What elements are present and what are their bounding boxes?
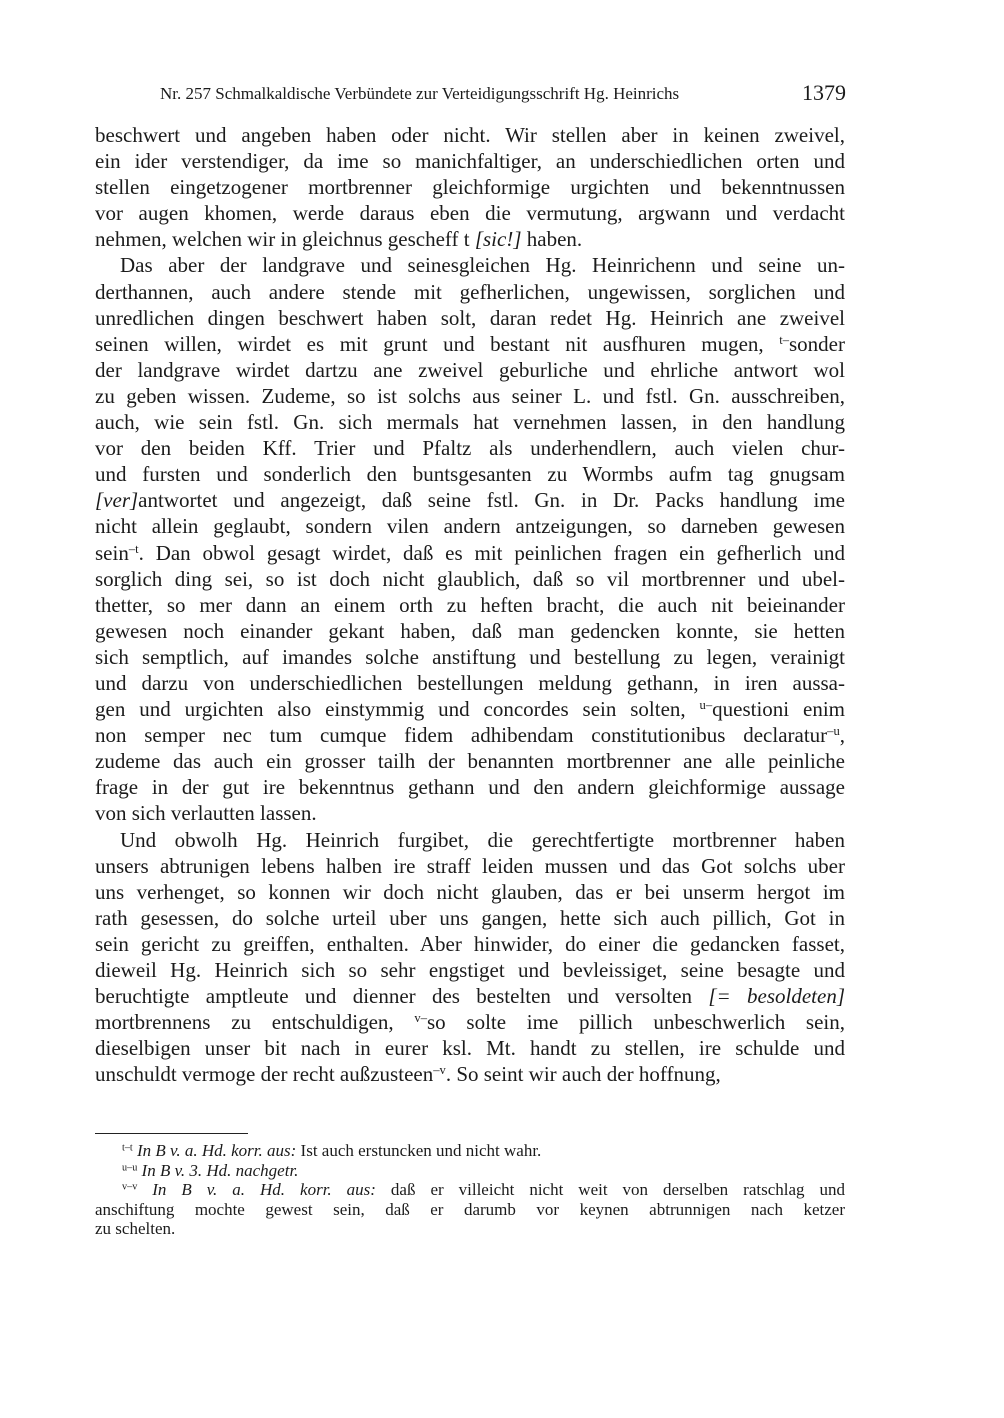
text-line [95,331,845,357]
text-segment: so solte ime pillich unbeschwerlich sein, [426,1010,845,1035]
text-line: frage in der gut ire bekenntnus gethann und den andern gleichformige aussage [95,775,845,800]
text-line: uns verhenget, so konnen wir doch nicht glauben, das er bei unserm hergot im [95,879,845,904]
text-line: unsers abtrunigen lebens halben ire straff leiden mussen und das Got solchs uber [95,853,845,878]
text-line [95,1009,845,1035]
text-line: sorglich ding sei, so ist doch nicht glaublich, daß so vil mortbrenner und ubel- [95,566,845,591]
text-line: stellen eingetzogener mortbrenner gleichformige urgichten und bekenntnussen [95,175,845,200]
footnote-text: daß er villeicht nicht weit von derselben ratschlag und [390,1180,845,1199]
text-line: Und obwolh Hg. Heinrich furgibet, die gerechtfertigte mortbrenner haben [120,827,845,852]
text-segment: nehmen, welchen wir in gleichnus gescheff t [95,227,475,252]
text-segment: mortbrennens zu entschuldigen, [95,1010,415,1035]
footnote-marker: t–t [122,1142,133,1154]
text-segment: questioni enim [712,697,845,722]
text-line: derthannen, auch andere stende mit gefherlichen, ungewissen, sorglichen und [95,279,845,304]
editorial-note: [ver] [95,488,139,513]
footnote-label: In B v. 3. Hd. nachgetr. [141,1160,299,1180]
footnote-divider [95,1133,248,1134]
text-line: rath gesessen, do solche urteil uber uns gangen, hette sich auch pillich, Got in [95,905,845,930]
variant-marker: v– [414,1011,427,1026]
text-segment: sonder [789,331,845,356]
footnote-line [95,1161,845,1181]
text-line: dieselbigen unser bit nach in eurer ksl. Mt. handt zu stellen, ire schulde und [95,1036,845,1061]
text-line [95,696,845,722]
text-line: auch, wie sein fstl. Gn. sich mermals hat vernehmen lassen, in den handlung [95,410,845,435]
text-segment: . Dan obwol gesagt wirdet, daß es mit peinlichen fragen ein gefherlich und [138,540,845,565]
footnote-text: Ist auch erstuncken und nicht wahr. [300,1141,542,1160]
text-line: dieweil Hg. Heinrich sich so sehr engstiget und bevleissiget, seine besagte und [95,958,845,982]
editorial-note: [= besoldeten] [708,984,845,1009]
text-line: thetter, so mer dann an einem orth zu heften bracht, die auch nit beieinander [95,592,845,617]
text-line: sein gericht zu greiffen, enthalten. Aber hinwider, do einer die gedancken fasset, [95,931,845,956]
text-line [95,1061,845,1087]
text-segment: , [839,723,845,748]
text-line: unredlichen dingen beschwert haben solt, daran redet Hg. Heinrich ane zweivel [95,305,845,330]
text-line [95,487,845,513]
text-line: von sich verlautten lassen. [95,801,317,826]
text-line: und fursten und sonderlich den buntsgesanten zu Wormbs aufm tag gnugsam [95,462,845,487]
footnote-line [95,1200,845,1220]
text-line: beschwert und angeben haben oder nicht. Wir stellen aber in keinen zweivel, [95,123,845,147]
text-line: der landgrave wirdet dartzu ane zweivel geburliche und ehrliche antwort wol [95,357,845,382]
editorial-note: [sic!] [474,227,522,252]
text-segment: haben. [521,227,583,252]
text-line: gewesen noch einander gekant haben, daß man gedencken konnte, sie hetten [95,618,845,643]
text-segment: antwortet und angezeigt, daß seine fstl. Gn. in Dr. Packs handlung ime [138,488,845,513]
text-segment: . So seint wir auch der hoffnung, [445,1062,721,1087]
main-text [95,122,845,1087]
variant-marker: –u [827,724,840,739]
page-number: 1379 [802,80,846,105]
text-line: nicht allein geglaubt, sondern vilen andern antzeigungen, so darneben gewesen [95,514,845,539]
footnote-marker: v–v [122,1181,138,1193]
text-line [95,983,845,1009]
footnote-line [95,1180,845,1200]
variant-marker: –t [128,541,139,556]
variant-marker: u– [699,698,713,713]
text-line: zu geben wissen. Zudeme, so ist solchs aus seiner L. und fstl. Gn. ausschreiben, [95,383,845,408]
text-segment: unschuldt vermoge der recht außzusteen [95,1062,434,1087]
text-line [95,226,845,252]
text-segment: seinen willen, wirdet es mit grunt und bestant nit ausfhuren mugen, [95,331,780,356]
running-title: Nr. 257 Schmalkaldische Verbündete zur Verteidigungsschrift Hg. Heinrichs [160,84,680,103]
text-segment: non semper nec tum cumque fidem adhibendam constitutionibus declaratur [95,723,828,748]
text-line: ein ider verstendiger, da ime so manichfaltiger, an underschiedlichen orten und [95,149,845,174]
text-line: und darzu von underschiedlichen bestellungen meldung gethann, in iren aussa- [95,670,845,695]
text-line: vor augen khomen, werde daraus eben die vermutung, argwann und verdacht [95,201,845,226]
footnote-marker: u–u [122,1161,138,1173]
text-line: Das aber der landgrave und seinesgleichen Hg. Heinrichenn und seine un- [120,253,845,278]
text-segment: beruchtigte amptleute und dienner des bestelten und versolten [95,984,709,1009]
text-line: zudeme das auch ein grosser tailh der benannten mortbrenner ane alle peinliche [95,749,845,774]
text-segment: gen und urgichten also einstymmig und concordes sein solten, [95,697,700,722]
footnote-text: zu schelten. [95,1219,176,1238]
text-line: sich semptlich, auf imandes solche anstiftung und bestellung zu legen, verainigt [95,644,845,669]
variant-marker: t– [779,332,789,347]
text-line: vor den beiden Kff. Trier und Pfaltz als underhendlern, auch vielen chur- [95,436,845,461]
footnote-label: In B v. a. Hd. korr. aus: [137,1141,297,1160]
footnote-label: In B v. a. Hd. korr. aus: [152,1180,376,1199]
text-line [95,722,845,748]
text-segment: sein [95,540,129,565]
text-line [95,540,845,566]
footnote-text: anschiftung mochte gewest sein, daß er darumb vor keynen abtrunnigen nach ketzer [95,1199,845,1219]
footnote-line [95,1141,845,1161]
variant-marker: –v [433,1063,446,1078]
footnote-line [95,1219,845,1239]
footnotes [95,1141,845,1239]
running-header [160,80,848,110]
